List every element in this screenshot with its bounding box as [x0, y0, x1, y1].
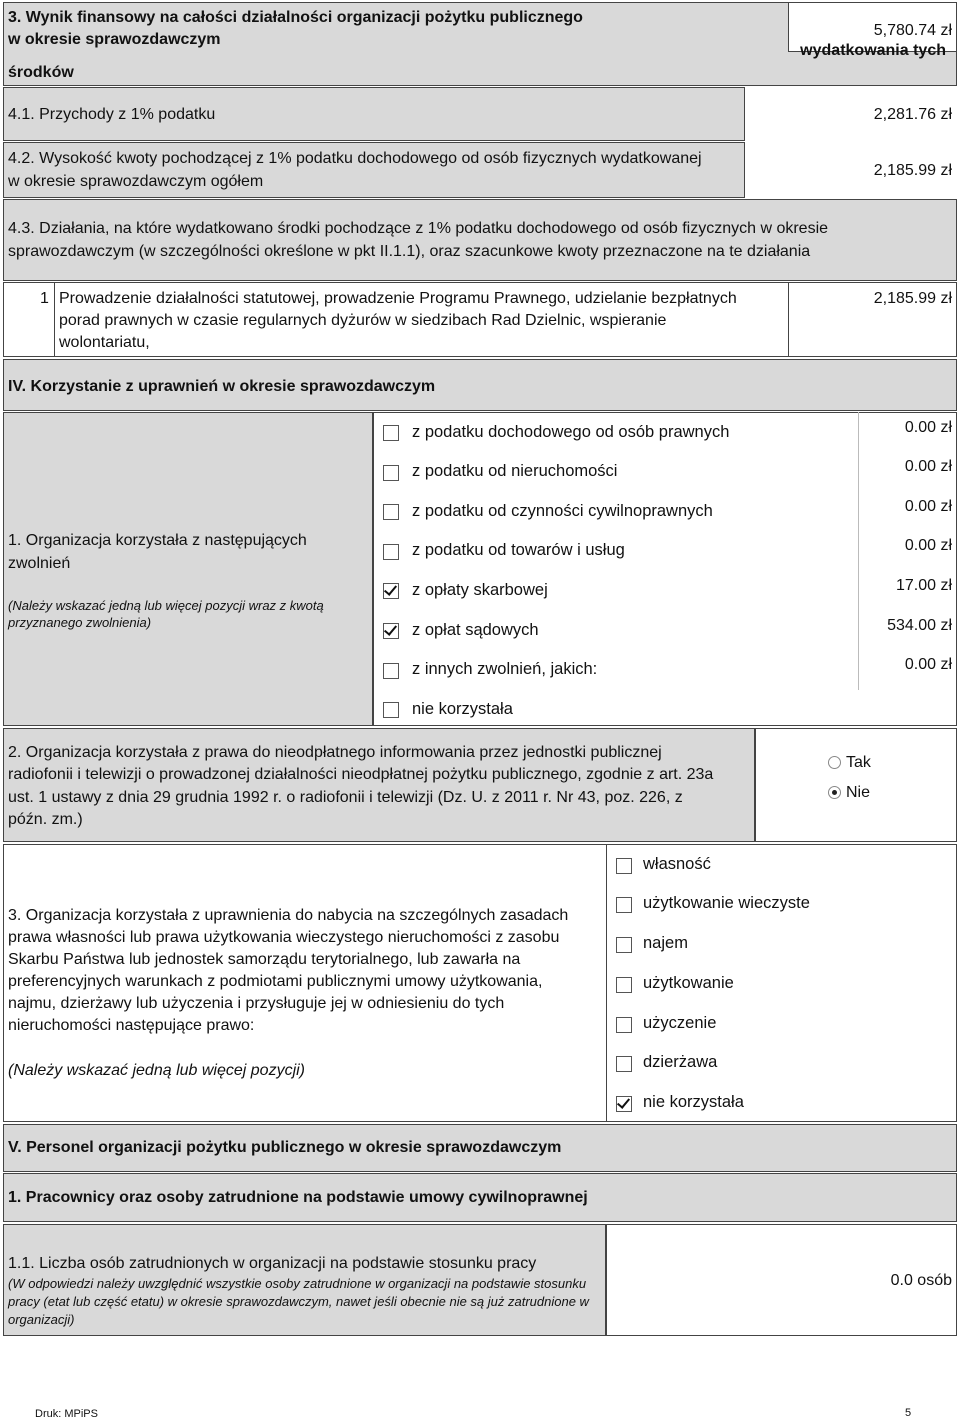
- q3-line1: 3. Organizacja korzystała z uprawnienia do nabycia na szczególnych zasadach: [8, 907, 569, 924]
- q2-line4: późn. zm.): [8, 811, 83, 828]
- q1-label-line1: 1. Organizacja korzystała z następujących: [8, 532, 307, 549]
- row-4-2-amount: 2,185.99 zł: [873, 162, 952, 179]
- q1-label-line2: zwolnień: [8, 555, 71, 572]
- row-4-2-label-line2: w okresie sprawozdawczym ogółem: [8, 173, 264, 190]
- q3-option-label-6: nie korzystała: [643, 1093, 744, 1111]
- row-4-3-amount-divider: [788, 282, 789, 357]
- q1-checkbox-6[interactable]: [383, 663, 399, 679]
- q1-option-label-0: z podatku dochodowego od osób prawnych: [412, 423, 730, 441]
- q3-checkbox-1[interactable]: [616, 897, 632, 913]
- q1-option-label-7: nie korzystała: [412, 700, 513, 718]
- q3-option-label-5: dzierżawa: [643, 1053, 718, 1071]
- q2-radio-no[interactable]: [828, 786, 841, 799]
- q3-checkbox-0[interactable]: [616, 858, 632, 874]
- q3-option-label-3: użytkowanie: [643, 974, 734, 992]
- q3-line3: Skarbu Państwa lub jednostek samorządu terytorialnego, lub zawarła na: [8, 951, 521, 968]
- v11-label: 1.1. Liczba osób zatrudnionych w organizacji na podstawie stosunku pracy: [8, 1255, 537, 1272]
- q3-option-label-4: użyczenie: [643, 1014, 717, 1032]
- q3-checkbox-2[interactable]: [616, 937, 632, 953]
- q1-option-label-4: z opłaty skarbowej: [412, 581, 548, 599]
- row-4-3-item-line3: wolontariatu,: [59, 334, 150, 351]
- q3-line4: preferencyjnych warunkach z podmiotami publicznymi umowy użytkowania,: [8, 973, 543, 990]
- row-4-2-label-line1: 4.2. Wysokość kwoty pochodzącej z 1% podatku dochodowego od osób fizycznych wydatkowanej: [8, 150, 702, 167]
- row-4-3-label-line1: 4.3. Działania, na które wydatkowano środki pochodzące z 1% podatku dochodowego od osób fizycznych w okresie: [8, 220, 829, 237]
- row-4-3-label-line2: sprawozdawczym (w szczególności określone w pkt II.1.1), oraz szacunkowe kwoty przeznaczone na te działania: [8, 243, 811, 260]
- q3-checkbox-4[interactable]: [616, 1017, 632, 1033]
- q2-line2: radiofonii i telewizji o prowadzonej działalności nieodpłatnej pożytku publicznego, zgodnie z art. 23a: [8, 766, 714, 783]
- q1-option-amount-3: 0.00 zł: [904, 537, 952, 554]
- q1-option-amount-4: 17.00 zł: [895, 577, 952, 594]
- row-4-3-item-line1: Prowadzenie działalności statutowej, prowadzenie Programu Prawnego, udzielanie bezpłatnych: [59, 290, 737, 307]
- section3-amount: 5,780.74 zł: [873, 22, 952, 39]
- q2-line3: ust. 1 ustawy z dnia 29 grudnia 1992 r. o radiofonii i telewizji (Dz. U. z 2011 r. Nr 43, poz. 226, z: [8, 789, 683, 806]
- q2-radio-no-label: Nie: [846, 784, 871, 801]
- q3-option-label-0: własność: [643, 855, 711, 873]
- q3-line2: prawa własności lub prawa użytkowania wieczystego nieruchomości z zasobu: [8, 929, 560, 946]
- v11-hint-line1: (W odpowiedzi należy uwzględnić wszystkie osoby zatrudnione w organizacji na podstawie stosunku: [8, 1276, 587, 1291]
- q3-checkbox-5[interactable]: [616, 1056, 632, 1072]
- section3-title-line1: 3. Wynik finansowy na całości działalności organizacji pożytku publicznego: [8, 9, 583, 26]
- footer-print-label: Druk: MPiPS: [35, 1408, 98, 1420]
- q1-checkbox-5[interactable]: [383, 623, 399, 639]
- v11-value: 0.0 osób: [890, 1272, 952, 1289]
- q1-checkbox-1[interactable]: [383, 465, 399, 481]
- q1-checkbox-2[interactable]: [383, 504, 399, 520]
- section-v-title: V. Personel organizacji pożytku publicznego w okresie sprawozdawczym: [8, 1139, 562, 1156]
- q1-option-amount-0: 0.00 zł: [904, 419, 952, 436]
- q1-option-amount-6: 0.00 zł: [904, 656, 952, 673]
- row-4-3-item-line2: porad prawnych w czasie regularnych dyżurów w siedzibach Rad Dzielnic, wspieranie: [59, 312, 667, 329]
- q3-option-label-1: użytkowanie wieczyste: [643, 894, 810, 912]
- q2-line1: 2. Organizacja korzystała z prawa do nieodpłatnego informowania przez jednostki publicznej: [8, 744, 662, 761]
- q2-radio-yes-label: Tak: [846, 754, 871, 771]
- row-4-1-amount: 2,281.76 zł: [873, 106, 952, 123]
- q1-hint-line2: przyznanego zwolnienia): [8, 615, 152, 630]
- q1-option-label-5: z opłat sądowych: [412, 621, 539, 639]
- q3-line5: najmu, dzierżawy lub użyczenia i przysługuje jej w odniesieniu do tych: [8, 995, 505, 1012]
- q3-line6: nieruchomości następujące prawo:: [8, 1017, 255, 1034]
- q1-option-label-2: z podatku od czynności cywilnoprawnych: [412, 502, 713, 520]
- q2-radio-yes[interactable]: [828, 756, 841, 769]
- section-iv-title: IV. Korzystanie z uprawnień w okresie sprawozdawczym: [8, 378, 436, 395]
- row-4-3-item-amount: 2,185.99 zł: [873, 290, 952, 307]
- q3-checkbox-3[interactable]: [616, 977, 632, 993]
- footer-page-number: 5: [905, 1407, 912, 1419]
- q1-option-label-1: z podatku od nieruchomości: [412, 462, 618, 480]
- v1-title: 1. Pracownicy oraz osoby zatrudnione na podstawie umowy cywilnoprawnej: [8, 1189, 588, 1206]
- q1-checkbox-4[interactable]: [383, 583, 399, 599]
- row-4-3-header: [3, 199, 957, 281]
- q1-checkbox-7[interactable]: [383, 702, 399, 718]
- q3-divider: [606, 844, 607, 1122]
- q1-hint-line1: (Należy wskazać jedną lub więcej pozycji wraz z kwotą: [8, 598, 324, 613]
- q1-option-amount-1: 0.00 zł: [904, 458, 952, 475]
- q1-option-label-6: z innych zwolnień, jakich:: [412, 660, 598, 678]
- row-4-1-label: 4.1. Przychody z 1% podatku: [8, 106, 216, 123]
- v11-hint-line3: organizacji): [8, 1312, 75, 1327]
- row-4-3-item-divider: [54, 282, 55, 357]
- row-4-3-item-number: 1: [40, 290, 49, 307]
- q3-option-label-2: najem: [643, 934, 688, 952]
- q1-option-amount-2: 0.00 zł: [904, 498, 952, 515]
- section3-overlap-text2: środków: [8, 64, 74, 81]
- v11-hint-line2: pracy (etat lub część etatu) w okresie sprawozdawczym, nawet jeśli obecnie nie są już zatrudnione w: [8, 1294, 589, 1309]
- q1-option-amount-5: 534.00 zł: [887, 617, 952, 634]
- q3-hint: (Należy wskazać jedną lub więcej pozycji): [8, 1062, 306, 1079]
- q1-checkbox-3[interactable]: [383, 544, 399, 560]
- q3-checkbox-6[interactable]: [616, 1096, 632, 1112]
- section3-title-line2: w okresie sprawozdawczym: [8, 31, 221, 48]
- q1-checkbox-0[interactable]: [383, 425, 399, 441]
- section3-overlap-text: wydatkowania tych: [800, 42, 946, 59]
- q1-option-label-3: z podatku od towarów i usług: [412, 541, 625, 559]
